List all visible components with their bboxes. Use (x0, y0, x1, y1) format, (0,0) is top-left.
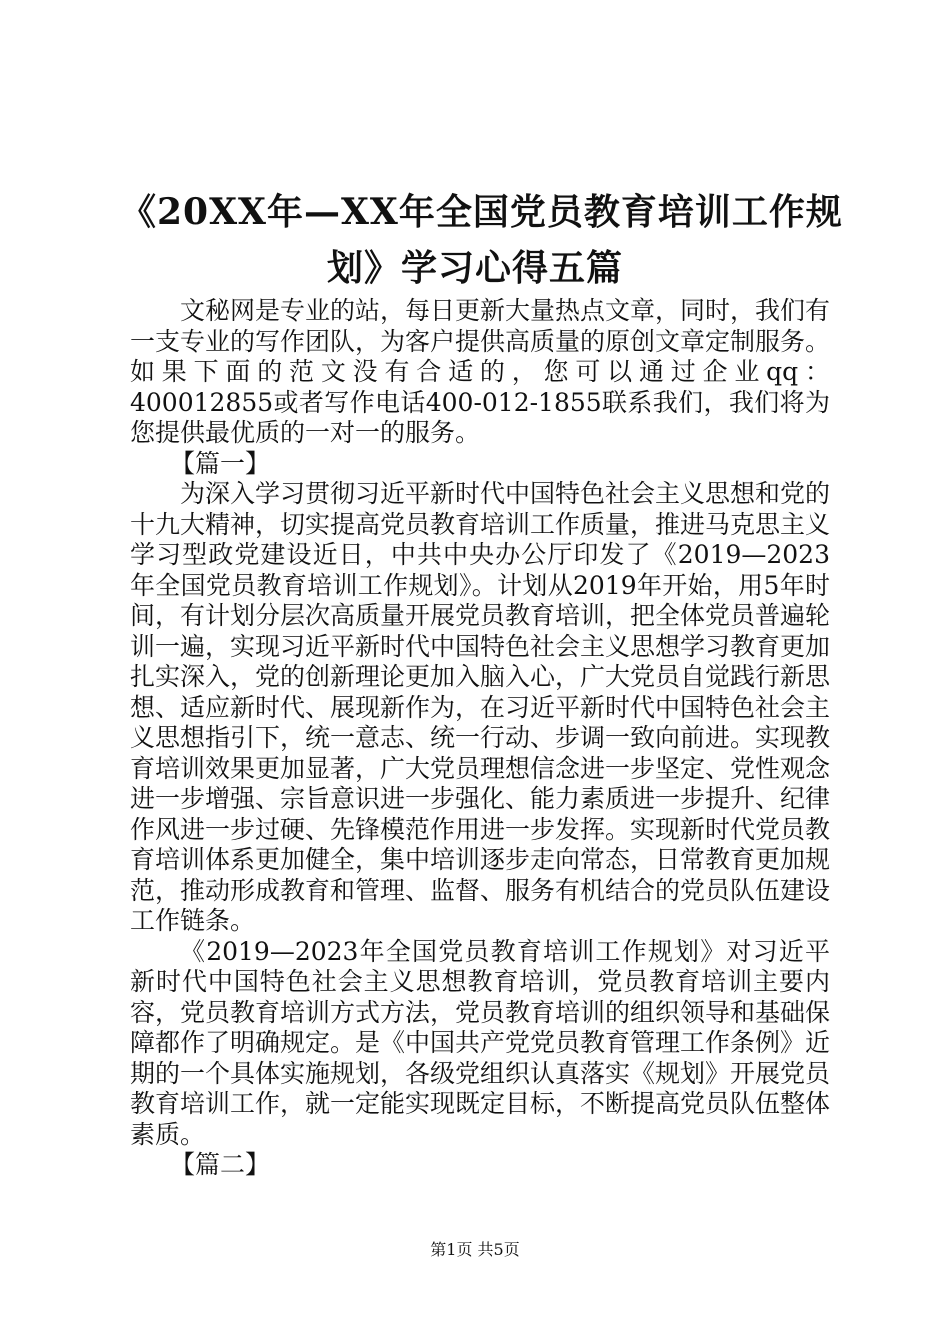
section-2-heading: 【篇二】 (170, 1150, 271, 1179)
section-1-paragraph-2: 《2019—2023年全国党员教育培训工作规划》对习近平新时代中国特色社会主义思想教育培训，党员教育培训主要内容，党员教育培训方式方法，党员教育培训的组织领导和基础保障都作了明确规定。是《中国共产党党员教育管理工作条例》近期的一个具体实施规划，各级党组织认真落实《规划》开展党员教育培训工作，就一定能实现既定目标，不断提高党员队伍整体素质。 (130, 936, 831, 1149)
document-body (130, 296, 830, 1181)
document-title-line-2: 划》学习心得五篇 (326, 247, 623, 289)
section-1-paragraph-1: 为深入学习贯彻习近平新时代中国特色社会主义思想和党的十九大精神，切实提高党员教育培训工作质量，推进马克思主义学习型政党建设近日，中共中央办公厅印发了《2019—2023年全国党员教育培训工作规划》。计划从2019年开始，用5年时间，有计划分层次高质量开展党员教育培训，把全体党员普遍轮训一遍，实现习近平新时代中国特色社会主义思想学习教育更加扎实深入，党的创新理论更加入脑入心，广大党员自觉践行新思想、适应新时代、展现新作为，在习近平新时代中国特色社会主义思想指引下，统一意志、统一行动、步调一致向前进。实现教育培训效果更加显著，广大党员理想信念进一步坚定、党性观念进一步增强、宗旨意识进一步强化、能力素质进一步提升、纪律作风进一步过硬、先锋模范作用进一步发挥。实现新时代党员教育培训体系更加健全，集中培训逐步走向常态，日常教育更加规范，推动形成教育和管理、监督、服务有机结合的党员队伍建设工作链条。 (130, 479, 831, 935)
page-footer: 第1页 共5页 (430, 1240, 520, 1259)
document-title-line-1: 《20XX年—XX年全国党员教育培训工作规 (120, 191, 843, 233)
section-1-heading: 【篇一】 (170, 448, 271, 478)
intro-paragraph: 文秘网是专业的站，每日更新大量热点文章，同时，我们有一支专业的写作团队，为客户提供高质量的原创文章定制服务。如果下面的范文没有合适的，您可以通过企业qq：400012855或者写作电话400-012-1855联系我们，我们将为您提供最优质的一对一的服务。 (130, 296, 831, 447)
